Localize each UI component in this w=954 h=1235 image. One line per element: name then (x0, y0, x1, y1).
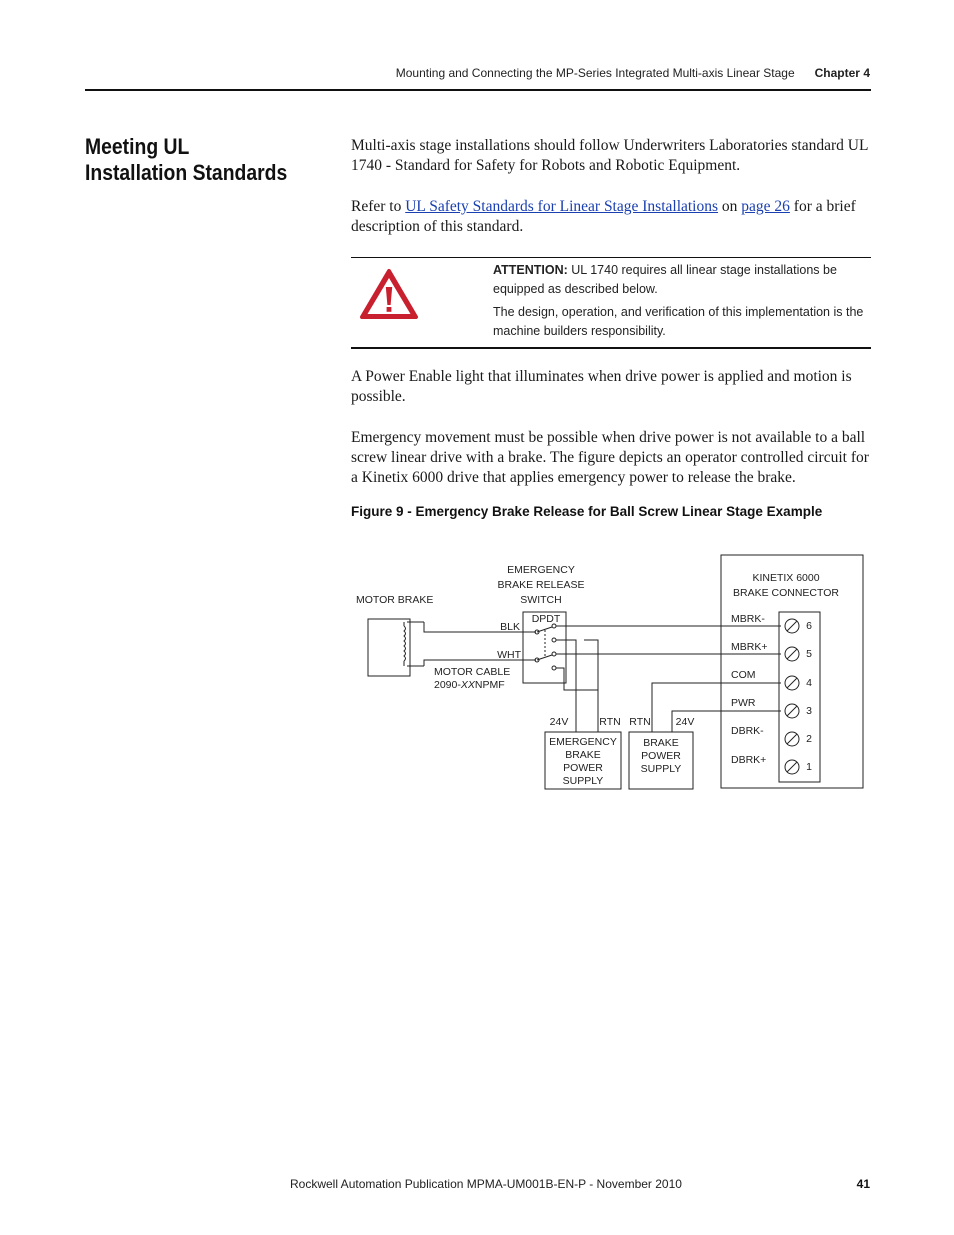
running-title: Mounting and Connecting the MP-Series Integrated Multi-axis Linear Stage (395, 66, 795, 80)
motor-cable-part-label: 2090-XXNPMF (434, 679, 505, 691)
wht-label: WHT (497, 649, 521, 661)
ebps-label-1: EMERGENCY (549, 736, 617, 748)
motor-brake-label: MOTOR BRAKE (356, 594, 434, 606)
blk-label: BLK (500, 621, 520, 633)
pin-name-dbrk-plus: DBRK+ (731, 754, 767, 766)
motor-brake-box (368, 619, 410, 676)
warning-triangle-icon (358, 267, 420, 321)
pin-number-2: 2 (806, 733, 812, 745)
body-paragraph-1: Multi-axis stage installations should follow Underwriters Laboratories standard UL 1740 - Standard for Safety for Robots and Robotic Equipment. (351, 137, 868, 174)
brake-coil (404, 626, 406, 661)
pin-number-4: 4 (806, 677, 812, 689)
pin-number-6: 6 (806, 620, 812, 632)
bps-label-1: BRAKE (643, 737, 679, 749)
ul-safety-standards-link[interactable]: UL Safety Standards for Linear Stage Installations (405, 198, 719, 215)
page-number: 41 (856, 1177, 870, 1191)
ebps-24v-label: 24V (549, 716, 569, 728)
bps-rtn-label: RTN (629, 716, 651, 728)
ebps-label-2: BRAKE (565, 749, 601, 761)
bps-label-2: POWER (641, 750, 681, 762)
kinetix-label-1: KINETIX 6000 (752, 572, 820, 584)
body-paragraph-2: Refer to UL Safety Standards for Linear Stage Installations on page 26 for a brief description of this standard. (351, 198, 856, 235)
switch-label-1: EMERGENCY (507, 564, 575, 576)
pin-name-mbrk-plus: MBRK+ (731, 641, 768, 653)
terminal-strip (779, 612, 820, 782)
section-title: Meeting UL Installation Standards (85, 134, 288, 185)
attention-text-1: UL 1740 requires all linear stage installations be equipped as described below. (493, 263, 837, 296)
ebps-label-3: POWER (563, 762, 603, 774)
header-rule (85, 89, 871, 91)
ebps-label-4: SUPPLY (562, 775, 604, 787)
chapter-label: Chapter 4 (814, 66, 870, 80)
pin-name-dbrk-minus: DBRK- (731, 725, 764, 737)
brake-release-wiring-diagram (340, 548, 870, 798)
attention-label: ATTENTION: (493, 263, 568, 277)
pin-name-pwr: PWR (731, 697, 756, 709)
figure-caption: Figure 9 - Emergency Brake Release for Ball Screw Linear Stage Example (351, 504, 823, 519)
body-paragraph-3: A Power Enable light that illuminates when drive power is applied and motion is possible. (351, 368, 852, 405)
ebps-rtn-label: RTN (599, 716, 621, 728)
running-header (396, 66, 870, 80)
attention-text-2: The design, operation, and verification of this implementation is the machine builders responsibility. (493, 305, 864, 338)
pin-number-1: 1 (806, 761, 812, 773)
pin-name-mbrk-minus: MBRK- (731, 613, 765, 625)
bps-label-3: SUPPLY (640, 763, 682, 775)
kinetix-label-2: BRAKE CONNECTOR (733, 587, 839, 599)
pin-number-3: 3 (806, 705, 812, 717)
attention-box (351, 257, 871, 349)
terminal-screws (785, 619, 799, 774)
dpdt-label: DPDT (531, 613, 561, 625)
page-26-link[interactable]: page 26 (741, 198, 790, 215)
attention-text (493, 261, 868, 345)
body-paragraph-4: Emergency movement must be possible when drive power is not available to a ball screw linear drive with a brake. The figure depicts an operator controlled circuit for a Kinetix 6000 drive that applies emergency power to release the brake. (351, 429, 869, 486)
motor-cable-label: MOTOR CABLE (434, 666, 511, 678)
pin-number-5: 5 (806, 648, 812, 660)
pin-name-com: COM (731, 669, 756, 681)
switch-label-3: SWITCH (520, 594, 562, 606)
footer-publication: Rockwell Automation Publication MPMA-UM001B-EN-P - November 2010 (290, 1177, 682, 1191)
switch-label-2: BRAKE RELEASE (497, 579, 585, 591)
bps-24v-label: 24V (675, 716, 695, 728)
